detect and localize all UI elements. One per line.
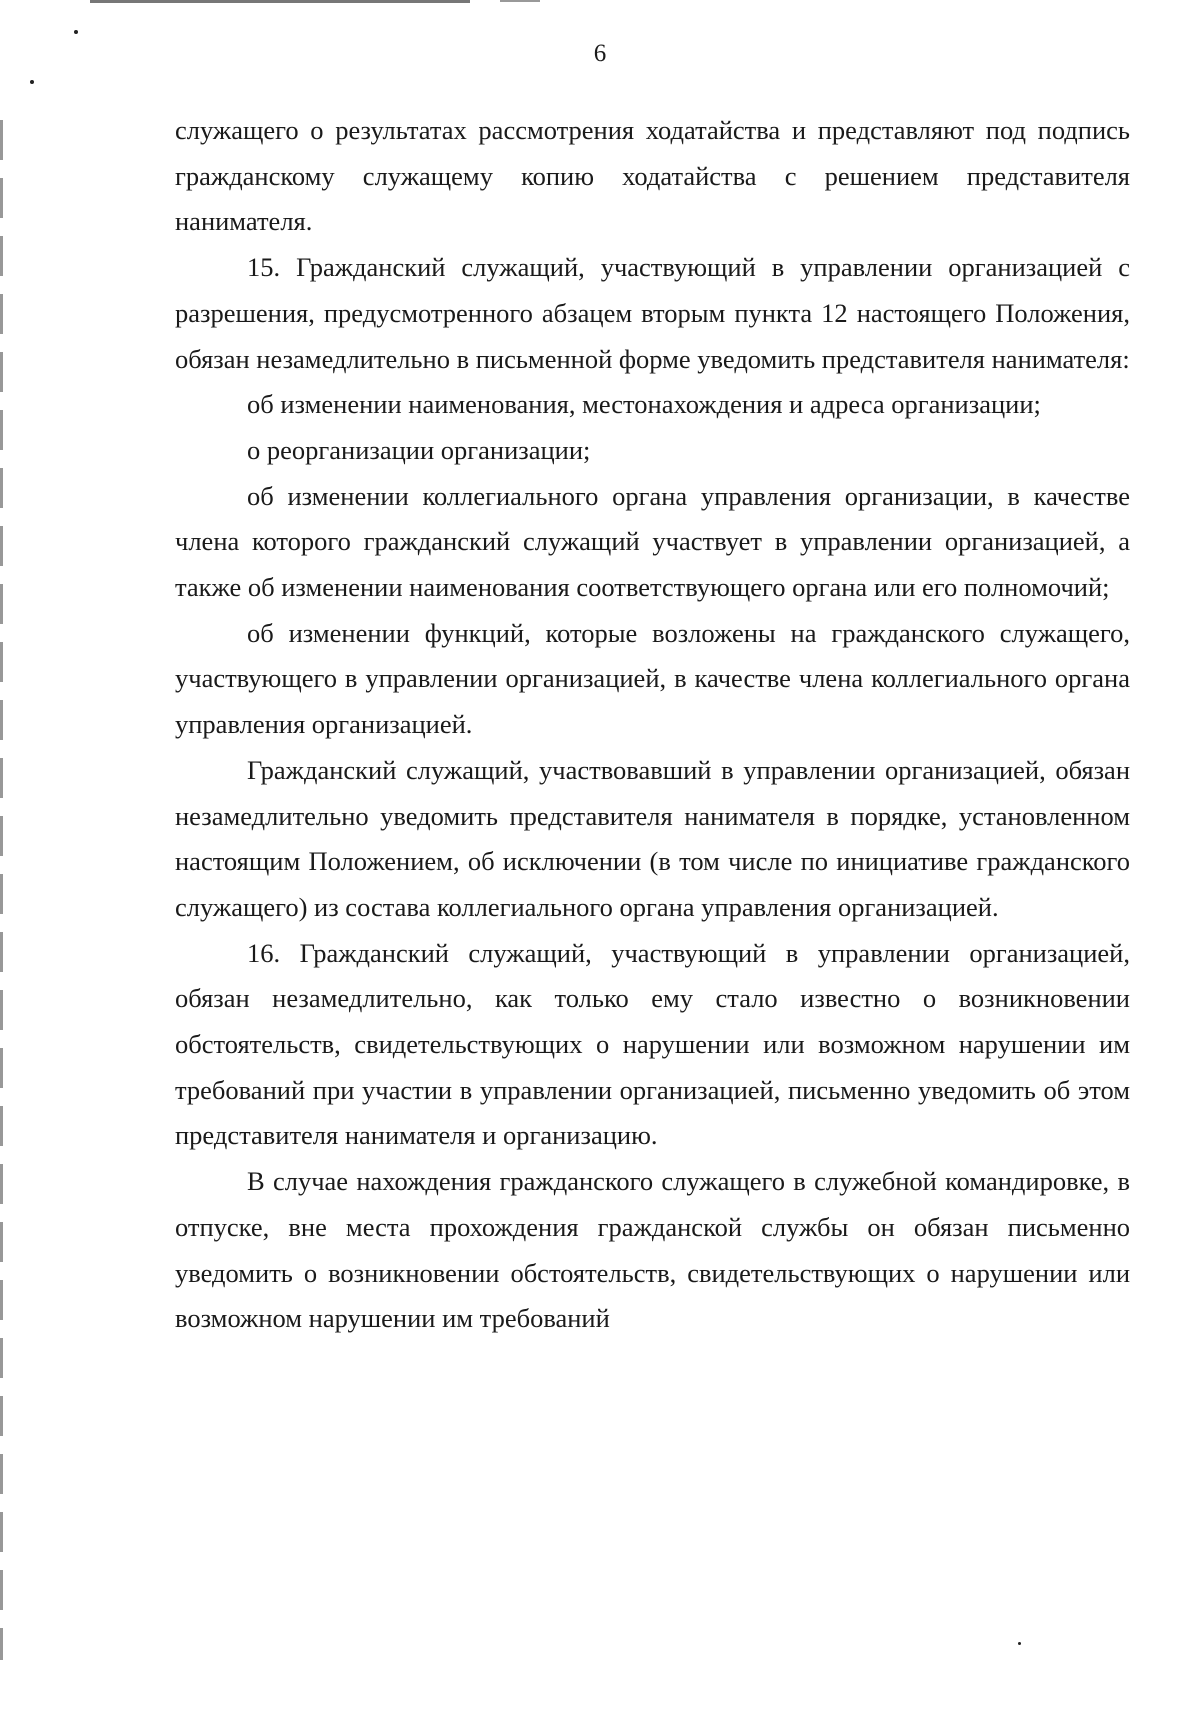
page-number: 6 [593,40,607,67]
scan-top-rule-fragment [500,0,540,2]
paragraph-continuation: служащего о результатах рассмотрения ходатайства и представляют под подпись гражданскому служащему копию ходатайства с решением представителя нанимателя. [175,115,1130,237]
paragraph-business-trip: В случае нахождения гражданского служащего в служебной командировке, в отпуске, вне места прохождения гражданской службы он обязан письменно уведомить о возникновении обстоятельств, свидетельствующих о нарушении или возможном нарушении им требований [175,1166,1130,1334]
list-item-board-change: об изменении коллегиального органа управления организации, в качестве члена которого гражданский служащий участвует в управлении организацией, а также об изменении наименования соответствующего органа или его полномочий; [175,480,1130,603]
scan-speck [1018,1642,1021,1645]
scan-left-edge [0,120,3,1660]
paragraph-clause-15: 15. Гражданский служащий, участвующий в управлении организацией с разрешения, предусмотренного абзацем вторым пункта 12 настоящего Положения, обязан незамедлительно в письменной форме уведомить представителя нанимателя: [175,252,1130,374]
list-item-functions-change: об изменении функций, которые возложены на гражданского служащего, участвующего в управлении организацией, в качестве члена коллегиального органа управления организацией. [175,617,1130,740]
scan-speck [30,80,34,84]
scan-speck [74,30,78,34]
paragraph-exclusion-notice: Гражданский служащий, участвовавший в управлении организацией, обязан незамедлительно уведомить представителя нанимателя в порядке, установленном настоящим Положением, об исключении (в том числе по инициативе гражданского служащего) из состава коллегиального органа управления организацией. [175,754,1130,922]
scan-top-rule [90,0,470,3]
document-body [175,108,1130,1342]
list-item-reorganization: о реорганизации организации; [247,434,591,465]
list-item-name-change: об изменении наименования, местонахождения и адреса организации; [247,389,1041,420]
paragraph-clause-16: 16. Гражданский служащий, участвующий в управлении организацией, обязан незамедлительно, как только ему стало известно о возникновении обстоятельств, свидетельствующих о нарушении или возможном нарушении им требований при участии в управлении организацией, письменно уведомить об этом представителя нанимателя и организацию. [175,937,1130,1151]
